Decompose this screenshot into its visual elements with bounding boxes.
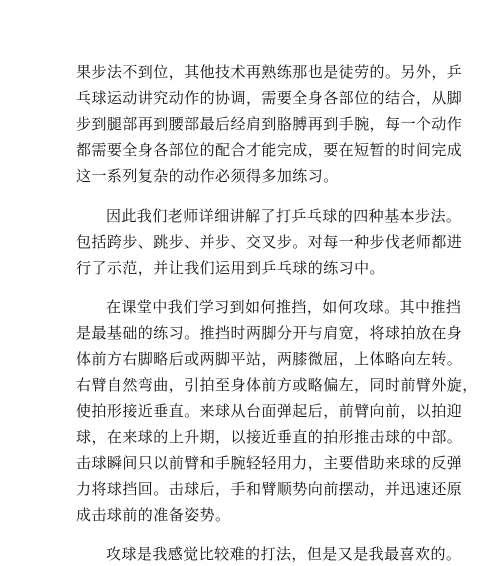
paragraph-1-line-3: 步到腿部再到腰部最后经肩到胳膊再到手腕，每一个动作	[76, 114, 463, 133]
paragraph-3-line-5: 使拍形接近垂直。来球从台面弹起后，前臂向前，以拍迎	[76, 401, 463, 420]
paragraph-3-line-9: 成击球前的准备姿势。	[76, 505, 231, 524]
paragraph-2-line-3: 行了示范，并让我们运用到乒乓球的练习中。	[76, 258, 386, 277]
paragraph-2-line-2: 包括跨步、跳步、并步、交叉步。对每一种步伐老师都进	[76, 232, 463, 251]
paragraph-1-line-4: 都需要全身各部位的配合才能完成，要在短暂的时间完成	[76, 140, 463, 159]
paragraph-3-line-3: 体前方右脚略后或两脚平站，两膝微屈，上体略向左转。	[76, 350, 463, 369]
paragraph-1-line-2: 乓球运动讲究动作的协调，需要全身各部位的结合，从脚	[76, 88, 463, 107]
paragraph-2-line-1: 因此我们老师详细讲解了打乒乓球的四种基本步法。	[106, 206, 462, 225]
paragraph-3-line-6: 球，在来球的上升期，以接近垂直的拍形推击球的中部。	[76, 427, 463, 446]
paragraph-1-line-1: 果步法不到位，其他技术再熟练那也是徒劳的。另外，乒	[76, 63, 463, 81]
paragraph-3-line-2: 是最基础的练习。推挡时两脚分开与肩宽，将球拍放在身	[76, 324, 463, 343]
paragraph-3-line-4: 右臂自然弯曲，引拍至身体前方或略偏左，同时前臂外旋，	[76, 375, 478, 394]
paragraph-4-line-1: 攻球是我感觉比较难的打法，但是又是我最喜欢的。	[106, 545, 462, 563]
paragraph-1-line-5: 这一系列复杂的动作必须得多加练习。	[76, 166, 339, 185]
paragraph-3-line-7: 击球瞬间只以前臂和手腕轻轻用力，主要借助来球的反弹	[76, 453, 463, 472]
paragraph-3-line-8: 力将球挡回。击球后，手和臂顺势向前摆动，并迅速还原	[76, 479, 463, 498]
paragraph-3-line-1: 在课堂中我们学习到如何推挡，如何攻球。其中推挡	[106, 298, 462, 317]
